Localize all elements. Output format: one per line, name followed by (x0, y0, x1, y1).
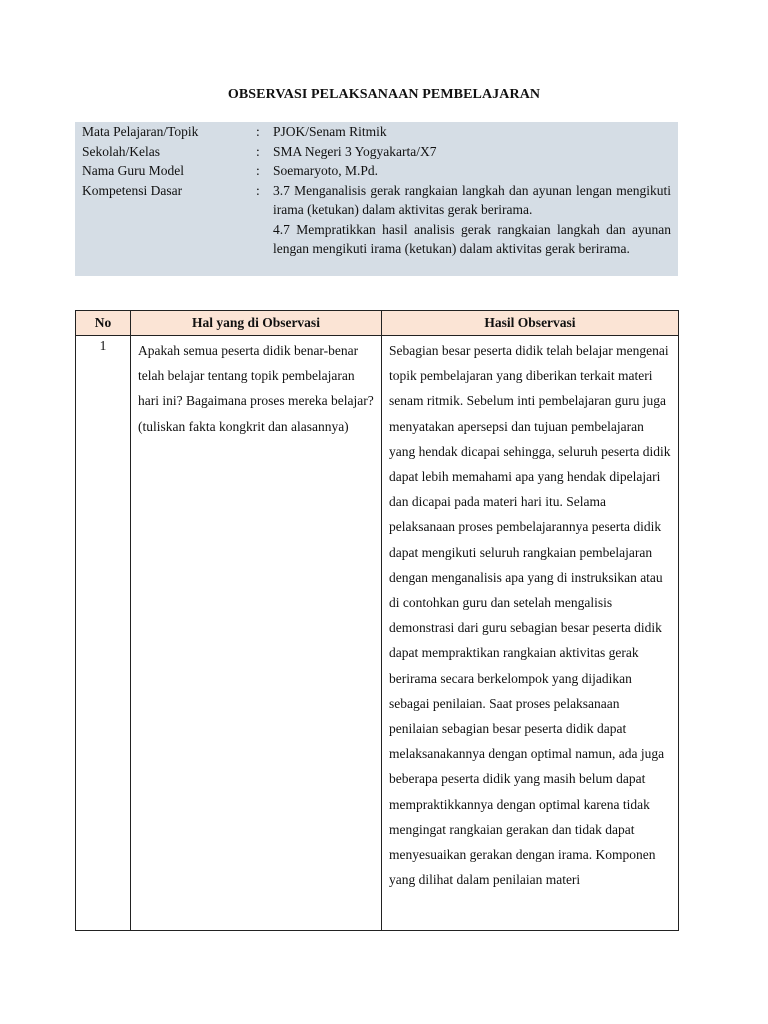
colon: : (256, 182, 260, 198)
header-observed-item: Hal yang di Observasi (131, 311, 382, 336)
teacher-value: Soemaryoto, M.Pd. (273, 163, 379, 178)
row-number: 1 (76, 336, 131, 931)
subject-label: Mata Pelajaran/Topik (82, 124, 199, 139)
observation-table (75, 310, 679, 931)
teacher-label: Nama Guru Model (82, 163, 184, 178)
school-value: SMA Negeri 3 Yogyakarta/X7 (273, 143, 437, 159)
table-header-row (76, 311, 679, 336)
info-row-teacher (75, 161, 678, 181)
observed-item-text: Apakah semua peserta didik benar-benar telah belajar tentang topik pembelajaran hari ini? Bagaimana proses mereka belajar? (tuliskan fakta kongkrit dan alasannya) (131, 336, 382, 931)
subject-value: PJOK/Senam Ritmik (273, 124, 387, 139)
competency-4-7: 4.7 Mempratikkan hasil analisis gerak rangkaian langkah dan ayunan lengan mengikuti irama (ketukan) dalam aktivitas gerak berirama. (273, 221, 671, 256)
lesson-info-block (75, 122, 678, 276)
document-title: OBSERVASI PELAKSANAAN PEMBELAJARAN (227, 87, 541, 102)
info-row-competency (75, 181, 678, 259)
header-no: No (76, 311, 131, 336)
competency-3-7: 3.7 Menganalisis gerak rangkaian langkah dan ayunan lengan mengikuti irama (ketukan) dalam aktivitas gerak berirama. (273, 182, 671, 217)
table-row (76, 336, 679, 931)
school-label: Sekolah/Kelas (82, 143, 160, 159)
info-row-subject (75, 122, 678, 142)
competency-value (273, 181, 671, 259)
observation-result-text: Sebagian besar peserta didik telah belajar mengenai topik pembelajaran yang diberikan terkait materi senam ritmik. Sebelum inti pembelajaran guru juga menyatakan apersepsi dan tujuan pembelajaran yang hendak dicapai sehingga, seluruh peserta didik dapat lebih memahami apa yang hendak dipelajari dan dicapai pada materi hari itu. Selama pelaksanaan proses pembelajarannya peserta didik dapat mengikuti seluruh rangkaian pembelajaran dengan menganalisis apa yang di instruksikan atau di contohkan guru dan setelah mengalisis demonstrasi dari guru sebagian besar peserta didik dapat mempraktikan rangkaian aktivitas gerak berirama secara berkelompok yang dijadikan sebagai penilaian. Saat proses pelaksanaan penilaian sebagian besar peserta didik dapat melaksanakannya dengan optimal namun, ada juga beberapa peserta didik yang masih belum dapat mempraktikkannya dengan optimal karena tidak mengingat rangkaian gerakan dan tidak dapat menyesuaikan gerakan dengan irama. Komponen yang dilihat dalam penilaian materi (382, 336, 679, 931)
info-row-school (75, 142, 678, 162)
competency-label: Kompetensi Dasar (82, 182, 183, 198)
colon: : (256, 163, 260, 178)
colon: : (256, 143, 260, 159)
header-observation-result: Hasil Observasi (382, 311, 679, 336)
colon: : (256, 124, 260, 139)
